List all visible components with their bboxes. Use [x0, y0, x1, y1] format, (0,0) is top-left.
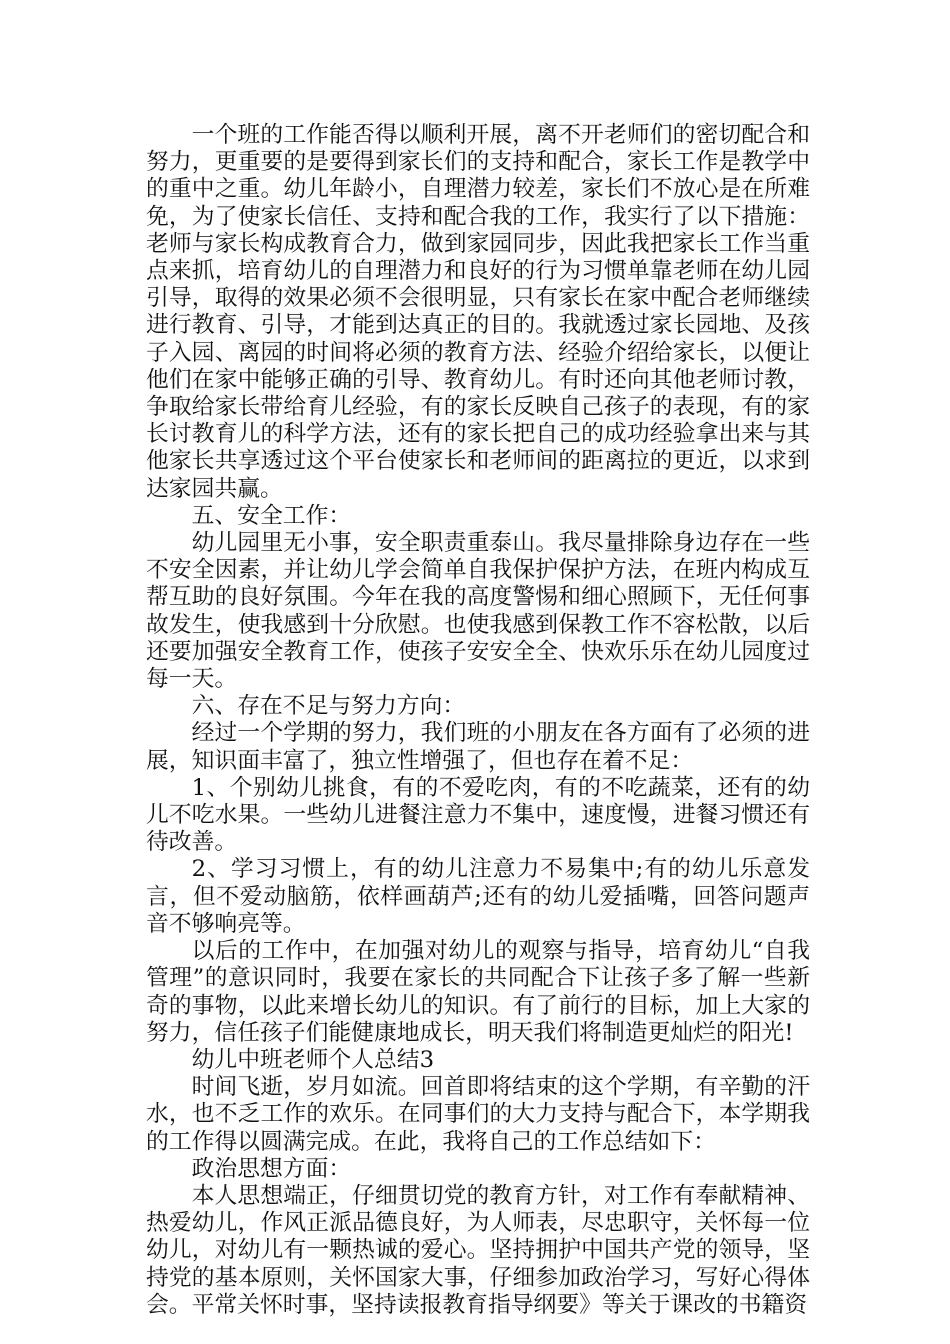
heading-political-thought: 政治思想方面： [191, 1155, 352, 1182]
paragraph-political-thought: 本人思想端正，仔细贯切党的教育方针，对工作有奉献精神、热爱幼儿，作风正派品德良好，为人师表，尽忠职守，关怀每一位幼儿，对幼儿有一颗热诚的爱心。坚持拥护中国共产党的领导，坚持党的基本原则，关怀国家大事，仔细参加政治学习，写好心得体会。平常关怀时事，坚持读报教育指导纲要》等关于课改的书籍资 [146, 1182, 810, 1318]
paragraph-intro: 时间飞逝，岁月如流。回首即将结束的这个学期，有辛勤的汗水，也不乏工作的欢乐。在同事们的大力支持与配合下，本学期我的工作得以圆满完成。在此，我将自己的工作总结如下： [146, 1074, 810, 1155]
paragraph-item-1: 1、个别幼儿挑食，有的不爱吃肉，有的不吃蔬菜，还有的幼儿不吃水果。一些幼儿进餐注意力不集中，速度慢，进餐习惯还有待改善。 [146, 774, 810, 856]
heading-shortcomings: 六、存在不足与努力方向： [191, 693, 466, 720]
document-page [146, 122, 810, 1319]
paragraph-future-work: 以后的工作中，在加强对幼儿的观察与指导，培育幼儿“自我管理”的意识同时，我要在家长的共同配合下让孩子多了解一些新奇的事物，以此来增长幼儿的知识。有了前行的目标，加上大家的努力，信任孩子们能健康地成长，明天我们将制造更灿烂的阳光! [146, 938, 810, 1046]
paragraph-progress: 经过一个学期的努力，我们班的小朋友在各方面有了必须的进展，知识面丰富了，独立性增强了，但也存在着不足： [146, 720, 810, 774]
paragraph-parent-work: 一个班的工作能否得以顺利开展，离不开老师们的密切配合和努力，更重要的是要得到家长们的支持和配合，家长工作是教学中的重中之重。幼儿年龄小，自理潜力较差，家长们不放心是在所难免，为了使家长信任、支持和配合我的工作，我实行了以下措施：老师与家长构成教育合力，做到家园同步，因此我把家长工作当重点来抓，培育幼儿的自理潜力和良好的行为习惯单靠老师在幼儿园引导，取得的效果必须不会很明显，只有家长在家中配合老师继续进行教育、引导，才能到达真正的目的。我就透过家长园地、及孩子入园、离园的时间将必须的教育方法、经验介绍给家长，以便让他们在家中能够正确的引导、教育幼儿。有时还向其他老师讨教，争取给家长带给育儿经验，有的家长反映自己孩子的表现，有的家长讨教育儿的科学方法，还有的家长把自己的成功经验拿出来与其他家长共享透过这个平台使家长和老师间的距离拉的更近，以求到达家园共赢。 [146, 122, 810, 502]
paragraph-item-2: 2、学习习惯上，有的幼儿注意力不易集中;有的幼儿乐意发言，但不爱动脑筋，依样画葫芦;还有的幼儿爱插嘴，回答问题声音不够响亮等。 [146, 856, 810, 937]
section-title-summary-3: 幼儿中班老师个人总结3 [191, 1046, 435, 1073]
paragraph-safety: 幼儿园里无小事，安全职责重泰山。我尽量排除身边存在一些不安全因素，并让幼儿学会简单自我保护保护方法，在班内构成互帮互助的良好氛围。今年在我的高度警惕和细心照顾下，无任何事故发生，使我感到十分欣慰。也使我感到保教工作不容松散，以后还要加强安全教育工作，使孩子安安全全、快欢乐乐在幼儿园度过每一天。 [146, 530, 810, 693]
heading-safety-work: 五、安全工作： [191, 502, 352, 529]
